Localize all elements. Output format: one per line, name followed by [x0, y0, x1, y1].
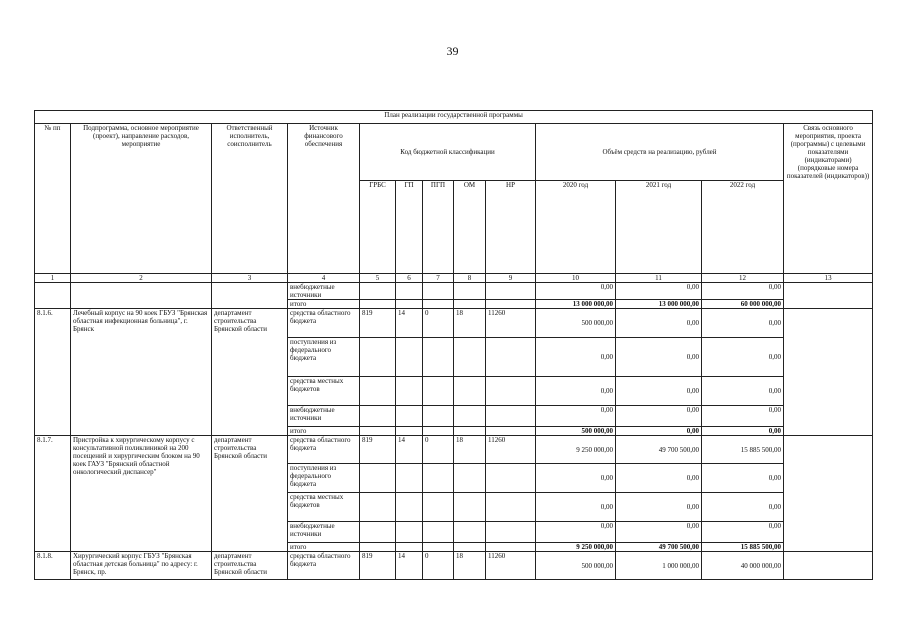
value-2020: 500 000,00 [536, 552, 616, 580]
code-np: 11260 [486, 309, 536, 338]
column-number: 5 [360, 274, 396, 283]
value-2020: 0,00 [536, 493, 616, 522]
total-2020: 13 000 000,00 [536, 300, 616, 309]
column-number: 4 [288, 274, 360, 283]
source-label: средства местных бюджетов [288, 493, 360, 522]
total-2021: 0,00 [616, 427, 702, 436]
value-2021: 0,00 [616, 283, 702, 300]
column-number: 2 [71, 274, 212, 283]
code-gp: 14 [396, 552, 423, 580]
value-2020: 0,00 [536, 464, 616, 493]
total-label: итого [288, 300, 360, 309]
header-om: ОМ [454, 181, 486, 274]
value-2022: 40 000 000,00 [702, 552, 784, 580]
column-number: 12 [702, 274, 784, 283]
source-label: средства областного бюджета [288, 552, 360, 580]
header-pgp: ПГП [423, 181, 454, 274]
value-2021: 0,00 [616, 464, 702, 493]
value-2021: 0,00 [616, 493, 702, 522]
code-np: 11260 [486, 552, 536, 580]
total-2022: 60 000 000,00 [702, 300, 784, 309]
column-number: 10 [536, 274, 616, 283]
project-name: Хирургический корпус ГБУЗ "Брянская областная детская больница" по адресу: г. Брянск, пр. [71, 552, 212, 580]
table-row [35, 552, 873, 580]
source-label: средства областного бюджета [288, 436, 360, 464]
table-row [35, 436, 873, 464]
header-responsible: Ответственный исполнитель, соисполнитель [212, 124, 288, 274]
code-pgp: 0 [423, 309, 454, 338]
value-2022: 0,00 [702, 338, 784, 377]
table-caption: План реализации государственной программы [35, 111, 873, 124]
code-pgp: 0 [423, 436, 454, 464]
value-2021: 1 000 000,00 [616, 552, 702, 580]
project-name: Пристройка к хирургическому корпусу с консультативной поликлиникой на 200 посещений и хирургическим блоком на 90 коек ГАУЗ "Брянский областной онкологический диспансер" [71, 436, 212, 552]
value-2020: 0,00 [536, 377, 616, 406]
header-source: Источник финансового обеспечения [288, 124, 360, 274]
column-number: 7 [423, 274, 454, 283]
header-grbs: ГРБС [360, 181, 396, 274]
total-2020: 9 250 000,00 [536, 543, 616, 552]
table-row [35, 309, 873, 338]
source-label: средства местных бюджетов [288, 377, 360, 406]
table-row [35, 283, 873, 300]
code-grbs: 819 [360, 552, 396, 580]
value-2022: 0,00 [702, 377, 784, 406]
total-label: итого [288, 543, 360, 552]
source-label: внебюджетные источники [288, 522, 360, 543]
value-2022: 0,00 [702, 283, 784, 300]
column-number: 3 [212, 274, 288, 283]
header-link: Связь основного мероприятия, проекта (программы) с целевыми показателями (индикаторами) (порядковые номера показателей (индикаторов)) [784, 124, 873, 274]
value-2022: 0,00 [702, 464, 784, 493]
value-2020: 0,00 [536, 406, 616, 427]
total-2022: 15 885 500,00 [702, 543, 784, 552]
header-2022: 2022 год [702, 181, 784, 274]
value-2021: 0,00 [616, 377, 702, 406]
total-2022: 0,00 [702, 427, 784, 436]
code-gp: 14 [396, 436, 423, 464]
source-label: внебюджетные источники [288, 406, 360, 427]
value-2022: 0,00 [702, 493, 784, 522]
header-2021: 2021 год [616, 181, 702, 274]
column-number: 1 [35, 274, 71, 283]
value-2020: 0,00 [536, 338, 616, 377]
value-2020: 0,00 [536, 283, 616, 300]
project-responsible: департамент строительства Брянской области [212, 309, 288, 436]
header-volume: Объём средств на реализацию, рублей [536, 124, 784, 181]
code-np: 11260 [486, 436, 536, 464]
source-label: поступления из федерального бюджета [288, 338, 360, 377]
column-number: 11 [616, 274, 702, 283]
column-number: 6 [396, 274, 423, 283]
code-om: 18 [454, 309, 486, 338]
value-2021: 0,00 [616, 406, 702, 427]
project-number: 8.1.8. [35, 552, 71, 580]
page-number: 39 [446, 44, 459, 58]
value-2020: 0,00 [536, 522, 616, 543]
project-responsible: департамент строительства Брянской области [212, 552, 288, 580]
source-label: внебюджетные источники [288, 283, 360, 300]
total-2021: 13 000 000,00 [616, 300, 702, 309]
code-om: 18 [454, 436, 486, 464]
header-subprogram: Подпрограмма, основное мероприятие (проект), направление расходов, мероприятие [71, 124, 212, 274]
value-2021: 0,00 [616, 309, 702, 338]
value-2020: 9 250 000,00 [536, 436, 616, 464]
header-np: НР [486, 181, 536, 274]
total-label: итого [288, 427, 360, 436]
header-no: № пп [35, 124, 71, 274]
code-grbs: 819 [360, 436, 396, 464]
header-2020: 2020 год [536, 181, 616, 274]
project-responsible: департамент строительства Брянской области [212, 436, 288, 552]
code-om: 18 [454, 552, 486, 580]
project-number: 8.1.6. [35, 309, 71, 436]
code-pgp: 0 [423, 552, 454, 580]
column-number: 13 [784, 274, 873, 283]
total-2020: 500 000,00 [536, 427, 616, 436]
code-grbs: 819 [360, 309, 396, 338]
value-2021: 0,00 [616, 338, 702, 377]
value-2022: 15 885 500,00 [702, 436, 784, 464]
code-gp: 14 [396, 309, 423, 338]
source-label: средства областного бюджета [288, 309, 360, 338]
column-number: 9 [486, 274, 536, 283]
source-label: поступления из федерального бюджета [288, 464, 360, 493]
value-2021: 49 700 500,00 [616, 436, 702, 464]
implementation-plan-table [34, 110, 873, 580]
project-number: 8.1.7. [35, 436, 71, 552]
value-2022: 0,00 [702, 522, 784, 543]
header-gp: ГП [396, 181, 423, 274]
value-2020: 500 000,00 [536, 309, 616, 338]
project-name: Лечебный корпус на 90 коек ГБУЗ "Брянская областная инфекционная больница", г. Брянск [71, 309, 212, 436]
column-number: 8 [454, 274, 486, 283]
value-2022: 0,00 [702, 406, 784, 427]
value-2021: 0,00 [616, 522, 702, 543]
value-2022: 0,00 [702, 309, 784, 338]
total-2021: 49 700 500,00 [616, 543, 702, 552]
header-budget-code: Код бюджетной классификации [360, 124, 536, 181]
